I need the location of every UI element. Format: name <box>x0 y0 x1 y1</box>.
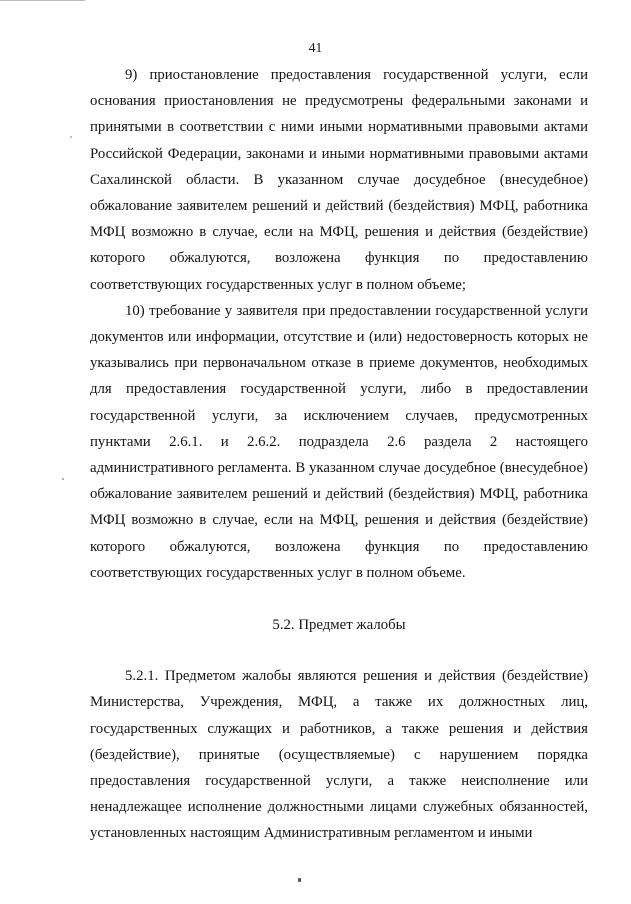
scan-speck-mark <box>70 136 72 138</box>
page-number: 41 <box>308 40 323 55</box>
scan-speck-mark <box>298 878 301 882</box>
section-heading: 5.2. Предмет жалобы <box>272 617 406 634</box>
scan-edge-line <box>0 0 85 1</box>
paragraph-item-10: 10) требование у заявителя при предоставлении государственной услуги документов или информации, отсутствие и (или) недостоверность которых не указывались при первоначальном отказе в приеме документов, необходимых для предоставления государственной услуги, либо в предоставлении государственной услуги, за исключением случаев, предусмотренных пунктами 2.6.1. и 2.6.2. подраздела 2.6 раздела 2 настоящего административного регламента. В указанном случае досудебное (внесудебное) обжалование заявителем решений и действий (бездействия) МФЦ, работника МФЦ возможно в случае, если на МФЦ, решения и действия (бездействие) которого обжалуются, возложена функция по предоставлению соответствующих государственных услуг в полном объеме. <box>90 302 588 581</box>
scan-speck-mark <box>62 478 64 480</box>
paragraph-item-9: 9) приостановление предоставления государственной услуги, если основания приостановления не предусмотрены федеральными законами и принятыми в соответствии с ними иными нормативными правовыми актами Российской Федерации, законами и иными нормативными правовыми актами Сахалинской области. В указанном случае досудебное (внесудебное) обжалование заявителем решений и действий (бездействия) МФЦ, работника МФЦ возможно в случае, если на МФЦ, решения и действия (бездействие) которого обжалуются, возложена функция по предоставлению соответствующих государственных услуг в полном объеме; <box>90 67 588 293</box>
paragraph-5-2-1: 5.2.1. Предметом жалобы являются решения и действия (бездействие) Министерства, Учреждения, МФЦ, а также их должностных лиц, государственных служащих и работников, а также решения и действия (бездействие), принятые (осуществляемые) с нарушением порядка предоставления государственной услуги, а также неисполнение или ненадлежащее исполнение должностными лицами служебных обязанностей, установленных настоящим Административным регламентом и иными <box>90 668 588 842</box>
document-body <box>90 62 588 847</box>
